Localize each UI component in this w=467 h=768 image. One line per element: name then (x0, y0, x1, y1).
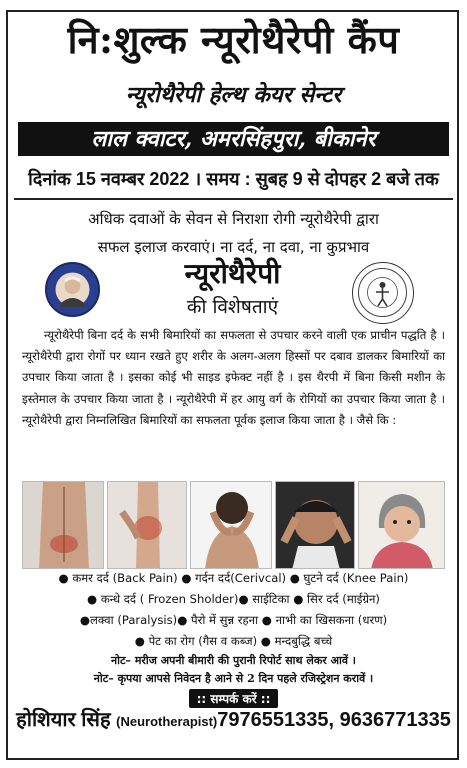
intro-text (22, 205, 445, 261)
contact-role: (Neurotherapist) (116, 714, 218, 729)
condition-photos (22, 481, 445, 569)
note-report: नोट– मरीज अपनी बीमारी की पुरानी रिपोर्ट साथ लेकर आवें । (111, 654, 356, 667)
divider (14, 198, 453, 200)
child-photo (358, 481, 445, 569)
address-banner: लाल क्वाटर, अमरसिंहपुरा, बीकानेर (18, 122, 449, 156)
portrait-icon (47, 264, 98, 315)
emblem-icon (353, 263, 412, 322)
knee-pain-photo (107, 481, 187, 569)
conditions-list (18, 568, 449, 652)
neck-pain-photo (190, 481, 272, 569)
conditions-line-2: ● कन्धे दर्द ( Frozen Sholder)● साईटिका ● सिर दर्द (माईग्रेन) (87, 592, 380, 606)
therapy-logo-left (45, 262, 100, 317)
headache-photo (275, 481, 355, 569)
features-heading: न्यूरोथैरेपी (184, 257, 281, 290)
intro-line-1: अधिक दवाओं के सेवन से निराशा रोगी न्यूरोथैरेपी द्वारा (88, 210, 379, 228)
date-time-line: दिनांक 15 नवम्बर 2022 । समय : सुबह 9 से दोपहर 2 बजे तक (28, 169, 439, 189)
features-subheading: की विशेषताएं (186, 296, 279, 318)
poster-title: नि:शुल्क न्यूरोथैरेपी कैंप (67, 17, 400, 62)
contact-name: होशियार सिंह (16, 709, 111, 731)
features-paragraph (22, 325, 445, 431)
conditions-line-4: ● पेट का रोग (गैस व कब्ज) ● मन्दबुद्धि बच्चे (134, 634, 333, 648)
therapy-logo-right (352, 262, 414, 324)
back-pain-photo (22, 481, 104, 569)
conditions-line-1: ● कमर दर्द (Back Pain) ● गर्दन दर्द(Cerivcal) ● घुटने दर्द (Knee Pain) (58, 571, 409, 585)
centre-name: न्यूरोथैरेपी हेल्थ केयर सेन्टर (125, 82, 342, 108)
note-registration: नोट– कृपया आपसे निवेदन है आने से 2 दिन पहले रजिस्ट्रेशन करावें । (93, 672, 374, 685)
contact-label: :: सम्पर्क करें :: (189, 689, 279, 708)
contact-phones: 7976551335, 9636771335 (217, 709, 451, 731)
conditions-line-3: ●लक्वा (Paralysis)● पैरो में सुन्न रहना ● नाभी का खिसकना (धरण) (79, 613, 388, 627)
contact-line (0, 704, 467, 738)
intro-line-2: सफल इलाज करवाएं। ना दर्द, ना दवा, ना कुप्रभाव (97, 238, 370, 256)
features-paragraph-text: न्यूरोथैरेपी बिना दर्द के सभी बिमारियों का सफलता से उपचार करने वाली एक प्राचीन पद्धति है । न्यूरोथैरेपी द्वारा रोगों पर ध्यान रखते हुए शरीर के अलग-अलग हिस्सों पर दबाव डालकर बिमारियों का उपचार किया जाता है । इसका कोई भी साइड इफेक्ट नहीं है । इस थैरपी में बिना किसी मशीन के इस्तेमाल के उपचार किया जाता है । न्यूरोथैरेपी में हर आयु वर्ग के रोगियों का उपचार किया जाता है । न्यूरोथैरेपी द्वारा निम्नलिखित बिमारियों का सफलता पूर्वक इलाज किया जाता है । जैसे कि : (22, 328, 445, 427)
